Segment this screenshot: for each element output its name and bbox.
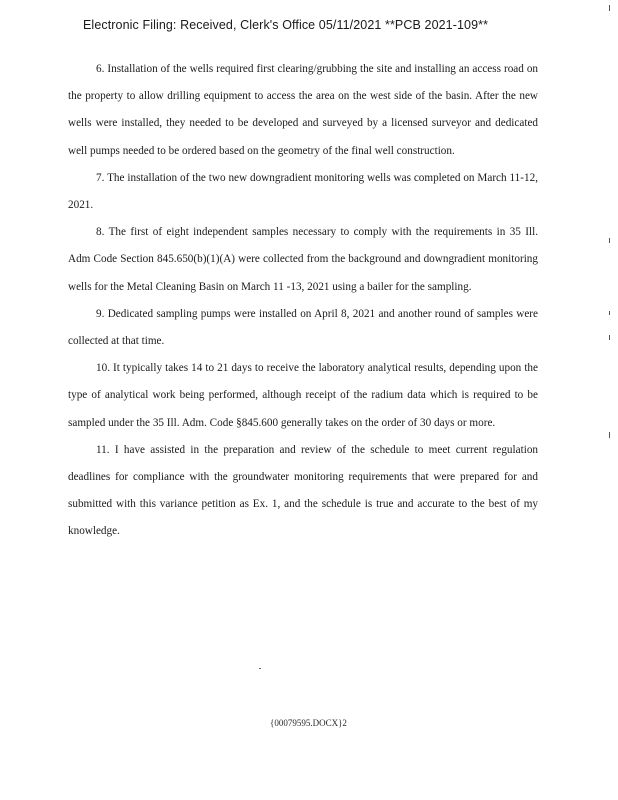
scan-edge-mark	[609, 432, 610, 438]
paragraph-9	[68, 301, 538, 355]
paragraph-number: 8.	[96, 226, 105, 239]
paragraph-number: 11.	[96, 443, 110, 456]
paragraph-10	[68, 355, 538, 437]
paragraph-7	[68, 165, 538, 219]
paragraph-6	[68, 56, 538, 165]
paragraph-text: The first of eight independent samples necessary to comply with the requirements in 35 Ill. Adm Code Section 845.650(b)(1)(A) were collected from the background and downgradient monitoring wells for the Metal Cleaning Basin on March 11 -13, 2021 using a bailer for the sampling.	[68, 226, 538, 293]
paragraph-text: Dedicated sampling pumps were installed on April 8, 2021 and another round of samples were collected at that time.	[68, 307, 538, 348]
document-body	[68, 56, 538, 546]
paragraph-8	[68, 219, 538, 301]
paragraph-text: Installation of the wells required first clearing/grubbing the site and installing an access road on the property to allow drilling equipment to access the area on the west side of the basin. After the new wells were installed, they needed to be developed and surveyed by a licensed surveyor and dedicated well pumps needed to be ordered based on the geometry of the final well construction.	[68, 63, 539, 157]
paragraph-text: The installation of the two new downgradient monitoring wells was completed on March 11-12, 2021.	[68, 171, 538, 212]
scan-speck	[259, 668, 261, 669]
paragraph-number: 9.	[96, 307, 105, 320]
paragraph-number: 6.	[96, 63, 105, 75]
paragraph-text: It typically takes 14 to 21 days to receive the laboratory analytical results, depending upon the type of analytical work being performed, although receipt of the radium data which is required to be sampled under the 35 Ill. Adm. Code §845.600 generally takes on the order of 30 days or more.	[68, 362, 538, 429]
scan-edge-mark	[609, 5, 610, 11]
filing-stamp: Electronic Filing: Received, Clerk's Office 05/11/2021 **PCB 2021-109**	[83, 18, 489, 32]
scan-edge-mark	[609, 238, 610, 243]
scan-edge-mark	[609, 311, 610, 315]
page-footer: {00079595.DOCX}2	[270, 718, 347, 728]
scan-edge-mark	[609, 335, 610, 340]
paragraph-11	[68, 437, 538, 546]
paragraph-number: 7.	[96, 171, 105, 184]
paragraph-number: 10.	[96, 362, 110, 375]
paragraph-text: I have assisted in the preparation and review of the schedule to meet current regulation deadlines for compliance with the groundwater monitoring requirements that were prepared for and submitted with this variance petition as Ex. 1, and the schedule is true and accurate to the best of my knowledge.	[68, 443, 539, 538]
